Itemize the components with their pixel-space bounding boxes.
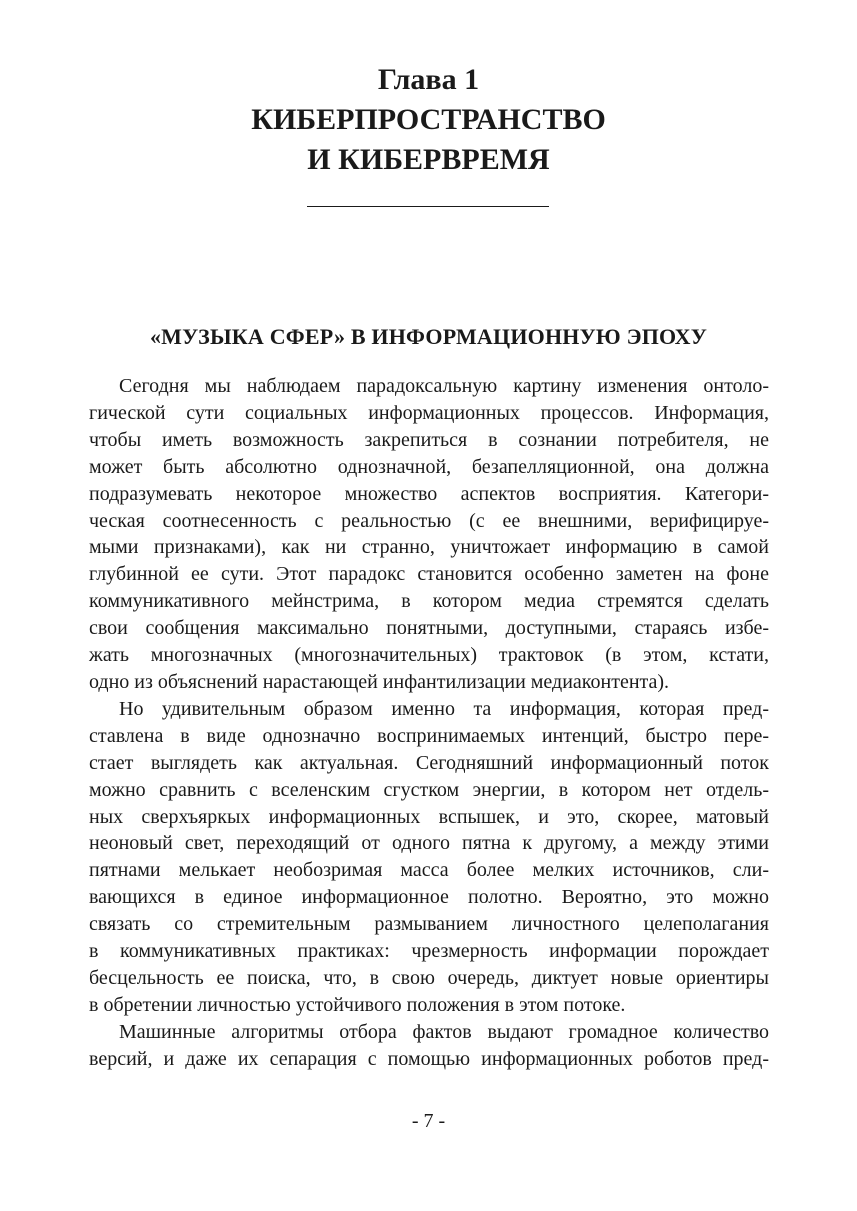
text-line: версий, и даже их сепарация с помощью информационных роботов пред- — [89, 1047, 769, 1070]
text-line: свои сообщения максимально понятными, доступными, стараясь избе- — [89, 617, 769, 640]
text-line: гической сути социальных информационных процессов. Информация, — [89, 401, 769, 424]
text-line: бесцельность ее поиска, что, в свою очередь, диктует новые ориентиры — [89, 966, 769, 989]
text-line: чтобы иметь возможность закрепиться в сознании потребителя, не — [89, 428, 769, 451]
text-line: одно из объяснений нарастающей инфантилизации медиаконтента). — [89, 670, 670, 693]
chapter-title-line: КИБЕРПРОСТРАНСТВО — [251, 103, 606, 136]
text-line: ставлена в виде однозначно воспринимаемых интенций, быстро пере- — [89, 724, 769, 747]
text-line: неоновый свет, переходящий от одного пятна к другому, а между этими — [89, 832, 769, 855]
text-line: стает выглядеть как актуальная. Сегодняшний информационный поток — [89, 751, 769, 774]
text-line: Но удивительным образом именно та информация, которая пред- — [119, 697, 769, 720]
chapter-title-line: И КИБЕРВРЕМЯ — [307, 143, 550, 176]
text-line: Сегодня мы наблюдаем парадоксальную картину изменения онтоло- — [119, 375, 769, 397]
paragraph — [89, 1019, 769, 1073]
chapter-label: Глава 1 — [377, 63, 480, 96]
text-line: Машинные алгоритмы отбора фактов выдают громадное количество — [119, 1020, 769, 1043]
section-heading: «МУЗЫКА СФЕР» В ИНФОРМАЦИОННУЮ ЭПОХУ — [149, 324, 708, 349]
text-line: может быть абсолютно однозначной, безапелляционной, она должна — [89, 455, 769, 478]
page-number: - 7 - — [411, 1110, 446, 1132]
text-line: глубинной ее сути. Этот парадокс становится особенно заметен на фоне — [89, 563, 769, 586]
text-line: коммуникативного мейнстрима, в котором медиа стремятся сделать — [89, 590, 769, 613]
text-line: пятнами мелькает необозримая масса более мелких источников, сли- — [89, 859, 769, 882]
paragraph — [89, 696, 769, 1019]
body-text — [89, 373, 769, 1073]
text-line: ных сверхъяркых информационных вспышек, и это, скорее, матовый — [89, 805, 769, 828]
text-line: в обретении личностью устойчивого положения в этом потоке. — [89, 993, 626, 1016]
text-line: подразумевать некоторое множество аспектов восприятия. Категори- — [89, 482, 769, 505]
chapter-title — [0, 100, 857, 180]
title-divider — [307, 206, 549, 207]
text-line: ческая соотнесенность с реальностью (с ее внешними, верифицируе- — [89, 509, 769, 532]
paragraph — [89, 373, 769, 696]
text-line: жать многозначных (многозначительных) трактовок (в этом, кстати, — [89, 644, 769, 667]
text-line: вающихся в единое информационное полотно. Вероятно, это можно — [89, 886, 769, 909]
text-line: можно сравнить с вселенским сгустком энергии, в котором нет отдель- — [89, 778, 769, 801]
text-line: связать со стремительным размыванием личностного целеполагания — [89, 913, 769, 936]
text-line: мыми признаками), как ни странно, уничтожает информацию в самой — [89, 536, 769, 559]
text-line: в коммуникативных практиках: чрезмерность информации порождает — [89, 940, 769, 963]
